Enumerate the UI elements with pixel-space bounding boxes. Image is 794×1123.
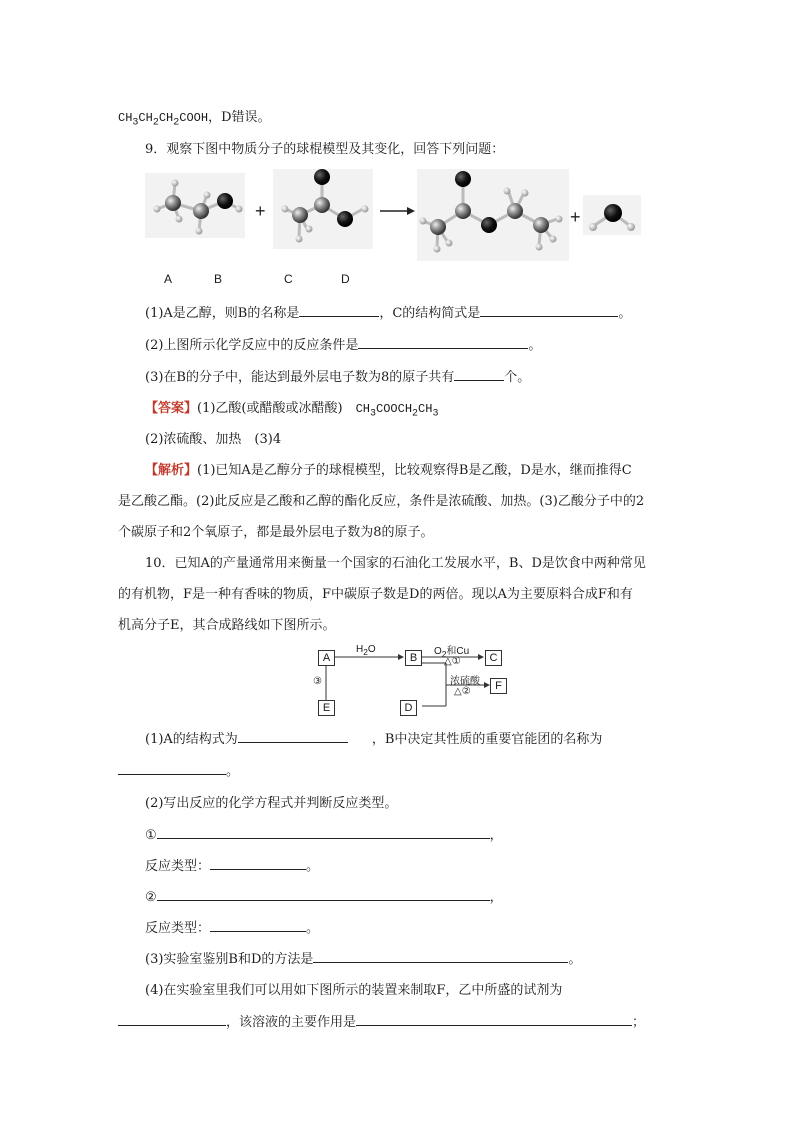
blank-reagent[interactable] [118,1013,226,1026]
molecule-d-water [583,195,641,235]
label-step2: △② [454,686,471,697]
molecule-a-ethanol [145,173,245,238]
q10-stem-l1: 10．已知A的产量通常用来衡量一个国家的石油化工发展水平，B、D是饮食中两种常见 [145,556,646,571]
molecule-b-acetic-acid [273,169,373,249]
q9-answer-2: (2)浓硫酸、加热 (3)4 [145,432,282,447]
blank-type-2[interactable] [210,919,306,932]
label-b: B [214,272,223,286]
node-f: F [490,678,507,694]
q9-analysis-l1: 【解析】(1)已知A是乙醇分子的球棍模型，比较观察得B是乙酸，D是水，继而推得C [145,463,632,478]
q10-stem-l2: 的有机物，F是一种有香味的物质，F中碳原子数是D的两倍。现以A为主要原料合成F和有 [118,587,633,602]
q9-part2: (2)上图所示化学反应中的反应条件是 。 [145,338,542,353]
q10-part1: (1)A的结构式为 ，B中决定其性质的重要官能团的名称为 [145,732,603,747]
prev-answer-line [118,106,271,128]
label-c: C [284,272,293,286]
label-step3: ③ [313,676,322,687]
node-a: A [318,650,335,666]
blank-condition[interactable] [358,336,528,349]
butanoic-acid-formula: $CH_3CH_2CH_2COOH$ [118,111,209,129]
q10-part2: (2)写出反应的化学方程式并判断反应类型。 [145,796,398,811]
synthesis-route-diagram [310,640,510,720]
label-step1: △① [444,656,461,667]
q10-part4: (4)在实验室里我们可以用如下图所示的装置来制取F，乙中所盛的试剂为 [145,983,563,998]
blank-functional-group[interactable] [118,762,226,775]
label-d: D [341,272,350,286]
q9-part3: (3)在B的分子中，能达到最外层电子数为8的原子共有 个。 [145,370,531,385]
plus-sign-2: + [570,207,581,227]
node-d: D [400,700,417,716]
q10-part3: (3)实验室鉴别B和D的方法是 。 [145,952,582,967]
blank-equation-2[interactable] [157,888,490,901]
blank-type-1[interactable] [210,857,306,870]
node-b: B [405,650,422,666]
blank-b-name[interactable] [299,304,379,317]
q9-stem: 9．观察下图中物质分子的球棍模型及其变化，回答下列问题： [145,142,505,157]
q10-stem-l3: 机高分子E，其合成路线如下图所示。 [118,618,336,633]
q9-answer: 【答案】(1)乙酸(或醋酸或冰醋酸) $CH_3COOCH_2CH_3$ [145,401,439,420]
blank-c-formula[interactable] [480,304,618,317]
q10-type1: 反应类型： 。 [145,859,320,874]
answer-tag: 【答案】 [145,401,198,416]
blank-a-structure[interactable] [238,730,348,743]
q10-part4-line2: ，该溶液的主要作用是 ； [118,1011,645,1030]
blank-atom-count[interactable] [454,368,504,381]
node-e: E [318,700,335,716]
label-a: A [164,272,173,286]
plus-sign-1: + [255,201,266,221]
blank-equation-1[interactable] [157,826,490,839]
q10-eq1: ① ， [145,828,503,843]
prev-answer-rest: ，D错误。 [208,110,271,125]
label-h2o: $H_2O$ [356,644,376,657]
label-o2cu: $O_2$和Cu [434,646,470,659]
node-c: C [485,650,502,666]
blank-function[interactable] [356,1013,632,1026]
analysis-tag: 【解析】 [145,463,198,478]
q10-eq2: ② ， [145,890,503,905]
q9-analysis-l3: 个碳原子和2个氧原子，都是最外层电子数为8的原子。 [118,525,434,540]
blank-identify-method[interactable] [313,950,568,963]
label-acid: 浓硫酸 [450,676,480,687]
molecule-c-ethyl-acetate [417,169,569,261]
q10-type2: 反应类型： 。 [145,921,320,936]
q9-analysis-l2: 是乙酸乙酯。(2)此反应是乙酸和乙醇的酯化反应，条件是浓硫酸、加热。(3)乙酸分子中的2 [118,494,645,509]
ethyl-acetate-formula: $CH_3COOCH_2CH_3$ [355,402,439,420]
q9-part1: (1)A是乙醇，则B的名称是 ，C的结构简式是 。 [145,306,632,321]
q10-part1-line2: 。 [118,760,239,779]
ball-stick-reaction-figure [145,165,645,265]
